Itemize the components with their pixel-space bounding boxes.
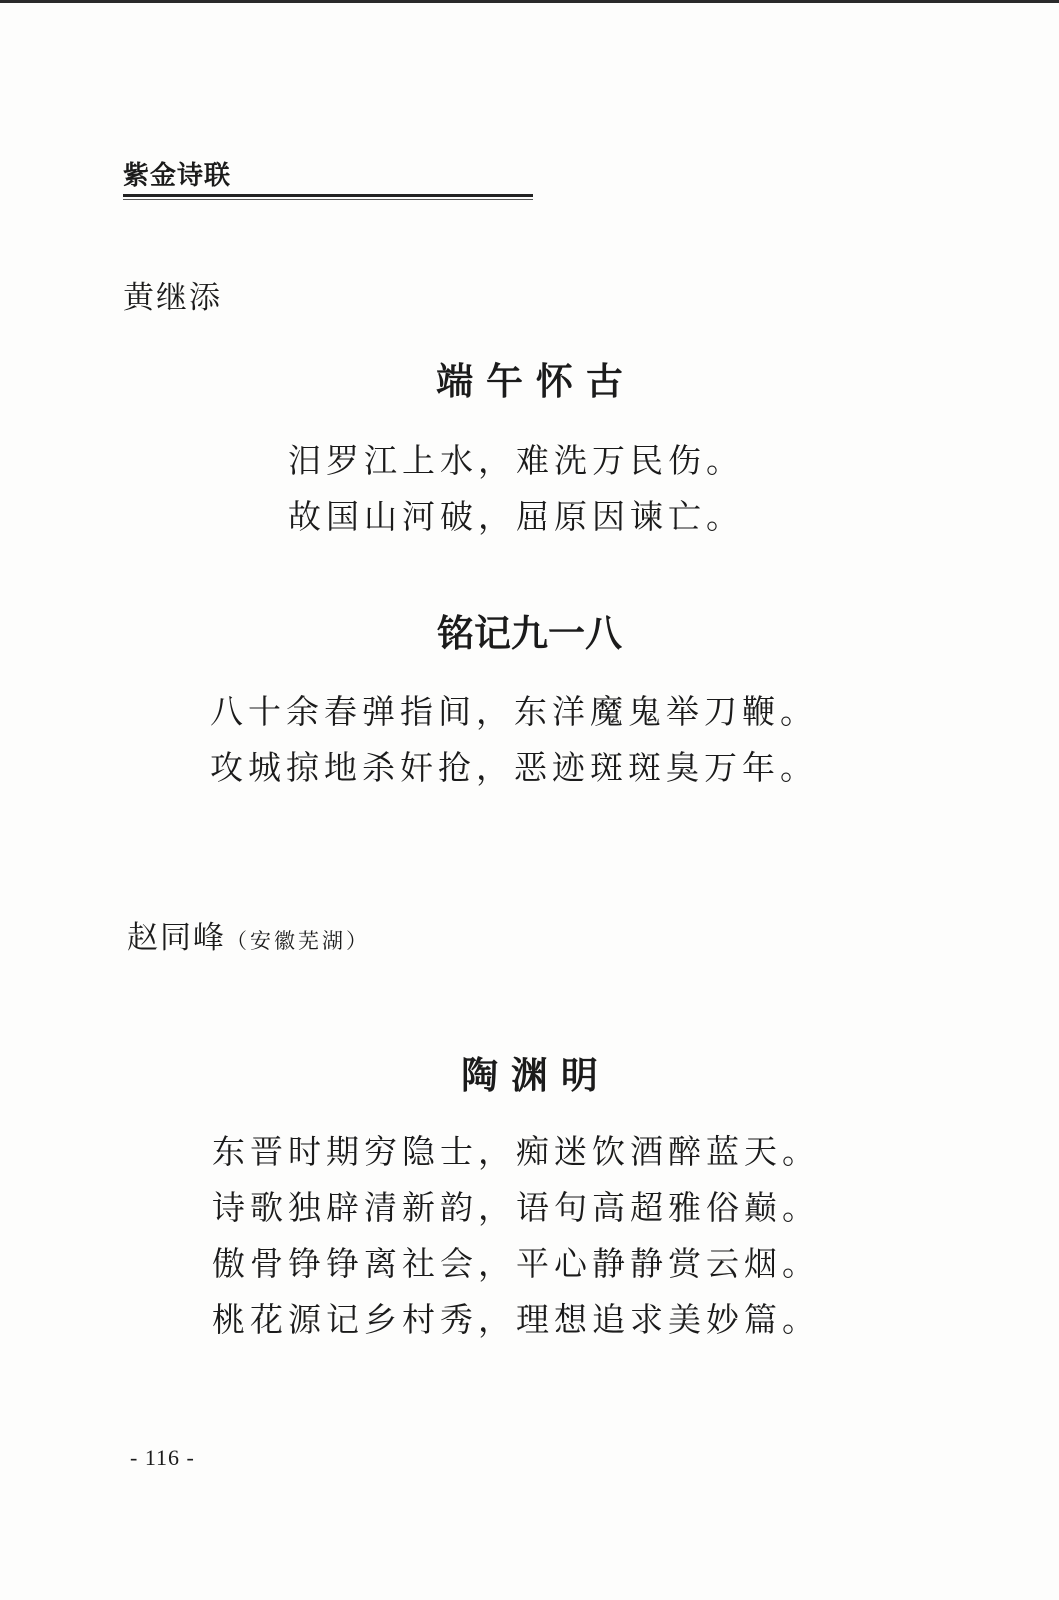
poem-title: 陶 渊 明 xyxy=(461,1054,598,1097)
poem-line: 八十余春弹指间，东洋魔鬼举刀鞭。 xyxy=(210,692,818,731)
poem-line: 故国山河破，屈原因谏亡。 xyxy=(288,497,744,536)
poem-line: 东晋时期穷隐士，痴迷饮酒醉蓝天。 xyxy=(212,1132,820,1171)
header-rule-thin xyxy=(123,199,533,200)
author-location: （安徽芜湖） xyxy=(226,929,370,953)
poem-line: 攻城掠地杀奸抢，恶迹斑斑臭万年。 xyxy=(210,748,818,787)
author-name: 黄继添 xyxy=(123,280,222,316)
poem-line: 诗歌独辟清新韵，语句高超雅俗巅。 xyxy=(212,1188,820,1227)
poem-line: 桃花源记乡村秀，理想追求美妙篇。 xyxy=(212,1300,820,1339)
poem-title: 铭记九一八 xyxy=(437,612,622,655)
running-header-title: 紫金诗联 xyxy=(123,161,232,191)
poem-line: 傲骨铮铮离社会，平心静静赏云烟。 xyxy=(212,1244,820,1283)
author-line xyxy=(127,918,370,961)
author-name: 赵同峰 xyxy=(127,920,226,956)
poem-title: 端 午 怀 古 xyxy=(436,360,623,403)
page-top-edge xyxy=(0,0,1059,3)
poem-line: 汨罗江上水，难洗万民伤。 xyxy=(288,441,744,480)
running-header xyxy=(123,160,533,200)
page-number: - 116 - xyxy=(130,1445,195,1470)
header-rule xyxy=(123,194,533,197)
